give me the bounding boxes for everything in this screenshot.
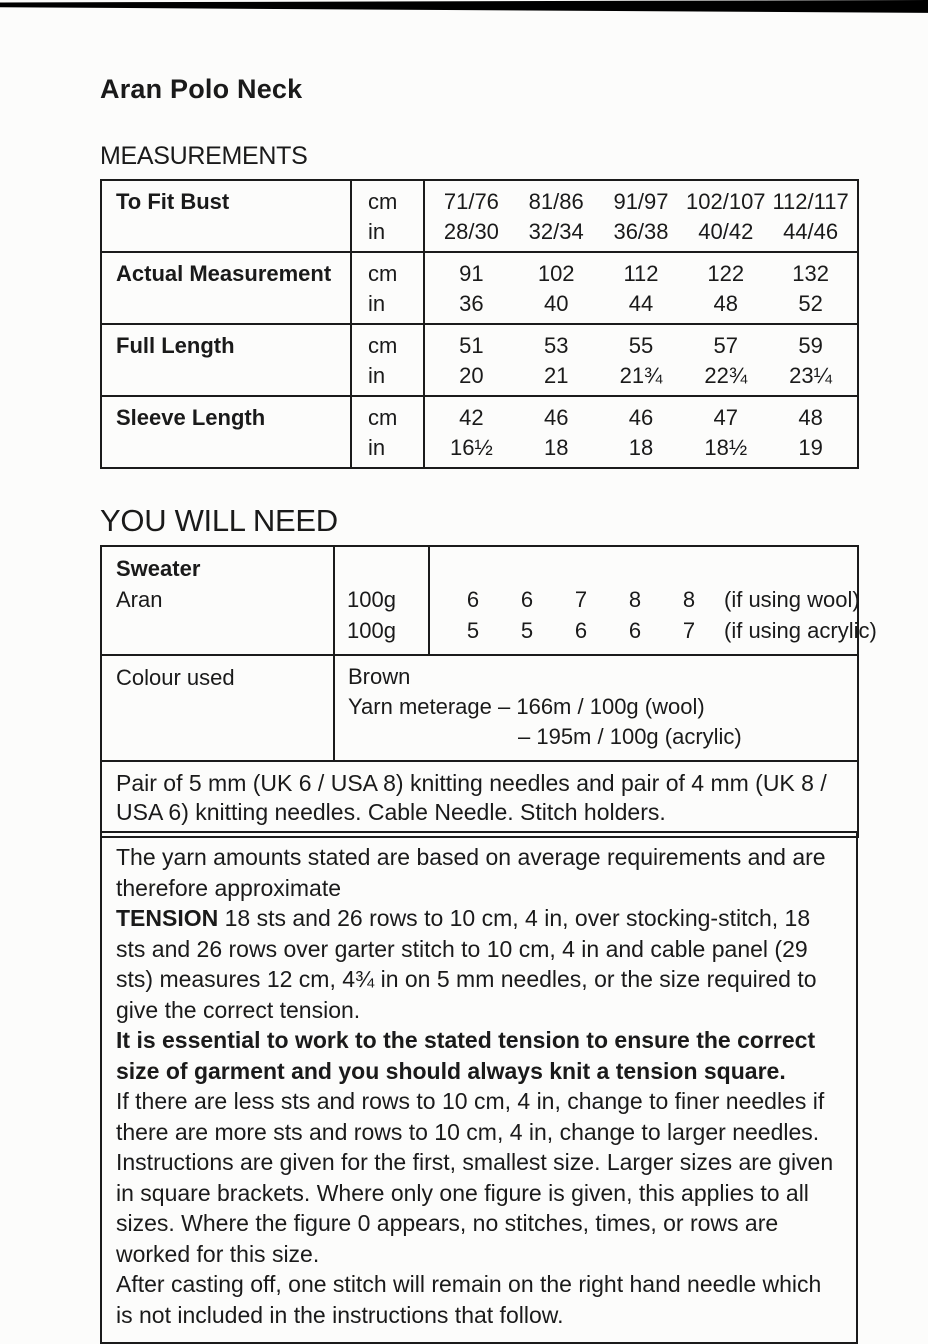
table-row-needles: Pair of 5 mm (UK 6 / USA 8) knitting needles and pair of 4 mm (UK 8 / USA 6) knitting needles. Cable Needle. Stitch holders. [102, 760, 857, 836]
note-yarn-amounts: The yarn amounts stated are based on average requirements and are therefore approximate [116, 844, 826, 901]
measurement-value: 112/117 [772, 189, 849, 214]
quantity-value: 6 [466, 587, 480, 612]
unit-cm: cm [368, 333, 398, 358]
quantity-note: (if using wool) [724, 587, 860, 612]
row-label: Sleeve Length [116, 405, 266, 430]
table-row-yarn [102, 547, 877, 654]
note-casting-off: After casting off, one stitch will remain on the right hand needle which is not included in the instructions that follow. [116, 1271, 822, 1328]
measurement-value: 59 [798, 333, 823, 358]
measurement-value: 46 [628, 405, 654, 430]
values-column [425, 181, 857, 251]
note-essential-tension: It is essential to work to the stated tension to ensure the correct size of garment and you should always knit a tension square. [116, 1027, 816, 1084]
measurement-value: 71/76 [443, 189, 499, 214]
quantity-note: (if using acrylic) [724, 618, 877, 643]
cm-values [429, 403, 853, 433]
meterage-acrylic: – 195m / 100g (acrylic) [518, 724, 742, 749]
colour-value-cell [333, 656, 857, 760]
measurement-value: 53 [543, 333, 569, 358]
you-will-need-table [100, 545, 877, 838]
row-label: To Fit Bust [116, 189, 230, 214]
measurement-value: 40 [543, 291, 569, 316]
measurement-value: 21¾ [619, 363, 663, 388]
quantity-value: 8 [682, 587, 696, 612]
measurement-value: 81/86 [528, 189, 584, 214]
quantity-value: 5 [466, 618, 480, 643]
measurement-value: 48 [798, 405, 823, 430]
table-row-full-length [102, 323, 857, 395]
in-values [429, 289, 853, 319]
cm-values [429, 331, 853, 361]
quantities-cell [428, 547, 877, 654]
in-values [429, 361, 853, 391]
quantity-value: 6 [574, 618, 588, 643]
measurement-value: 122 [707, 261, 745, 286]
measurement-value: 36 [459, 291, 484, 316]
tension-label: TENSION [116, 905, 219, 931]
unit-cm: cm [368, 405, 398, 430]
table-row-to-fit-bust [102, 181, 857, 251]
table-row-actual-measurement [102, 251, 857, 323]
ball-size-cell [333, 547, 428, 654]
measurement-value: 21 [543, 363, 569, 388]
measurement-value: 46 [543, 405, 569, 430]
measurement-value: 52 [798, 291, 823, 316]
quantity-value: 8 [628, 587, 642, 612]
unit-cm: cm [368, 261, 398, 286]
measurement-value: 16½ [449, 435, 493, 460]
measurement-value: 112 [623, 261, 659, 286]
in-values [429, 433, 853, 463]
quantity-value: 7 [682, 618, 696, 643]
table-row-sleeve-length [102, 395, 857, 467]
colour-label-cell: Colour used [116, 665, 235, 690]
cm-values [429, 187, 853, 217]
colour-value: Brown [348, 664, 411, 689]
measurement-value: 102/107 [686, 189, 766, 214]
measurement-value: 44 [628, 291, 654, 316]
values-column [425, 397, 857, 467]
measurement-value: 18½ [704, 435, 748, 460]
measurement-value: 42 [459, 405, 484, 430]
quantity-value: 6 [520, 587, 534, 612]
meterage-wool: Yarn meterage – 166m / 100g (wool) [348, 694, 705, 719]
measurements-table [100, 179, 859, 469]
you-will-need-heading: YOU WILL NEED [100, 503, 338, 538]
measurement-value: 91 [459, 261, 484, 286]
measurement-value: 132 [792, 261, 829, 286]
unit-column [350, 397, 425, 467]
yarn-item-cell [102, 547, 333, 654]
measurements-heading: MEASUREMENTS [100, 142, 308, 170]
scan-artifact-bar [0, 0, 928, 14]
measurement-value: 23¼ [789, 363, 832, 388]
unit-column [350, 253, 425, 323]
measurement-value: 55 [628, 333, 654, 358]
cm-values [429, 259, 853, 289]
measurement-value: 51 [459, 333, 484, 358]
measurement-value: 47 [713, 405, 739, 430]
measurement-value: 91/97 [613, 189, 669, 214]
measurement-value: 48 [713, 291, 739, 316]
ball-size: 100g [347, 587, 396, 612]
table-row-colour [102, 654, 857, 760]
measurement-value: 19 [798, 435, 823, 460]
unit-in: in [368, 291, 386, 316]
values-column [425, 253, 857, 323]
measurement-value: 20 [459, 363, 484, 388]
measurement-value: 32/34 [528, 219, 584, 244]
measurement-value: 102 [537, 261, 575, 286]
unit-column [350, 181, 425, 251]
measurement-value: 57 [713, 333, 739, 358]
pattern-notes-box [100, 831, 858, 1344]
note-tension [116, 903, 840, 1025]
values-column [425, 325, 857, 395]
measurement-value: 22¾ [704, 363, 748, 388]
quantity-value: 5 [520, 618, 534, 643]
unit-in: in [368, 219, 386, 244]
acrylic-quantities [446, 615, 877, 646]
measurement-value: 18 [543, 435, 569, 460]
unit-column [350, 325, 425, 395]
item-name: Sweater [116, 556, 201, 581]
row-label: Actual Measurement [116, 261, 332, 286]
yarn-type: Aran [116, 587, 163, 612]
quantity-value: 6 [628, 618, 642, 643]
note-sizes: Instructions are given for the first, smallest size. Larger sizes are given in square brackets. Where only one figure is given, this applies to all sizes. Where the figure 0 appears, no stitches, times, or rows are worked for this size. [116, 1149, 834, 1267]
unit-in: in [368, 435, 386, 460]
page-title: Aran Polo Neck [100, 74, 303, 104]
measurement-value: 36/38 [613, 219, 669, 244]
row-label: Full Length [116, 333, 235, 358]
ball-size: 100g [347, 618, 396, 643]
tension-text: 18 sts and 26 rows to 10 cm, 4 in, over stocking-stitch, 18 sts and 26 rows over garter stitch to 10 cm, 4 in and cable panel (29 sts) measures 12 cm, 4¾ in on 5 mm needles, or the size required to give the correct tension. [116, 905, 817, 1023]
unit-in: in [368, 363, 386, 388]
unit-cm: cm [368, 189, 398, 214]
note-needle-change: If there are less sts and rows to 10 cm, 4 in, change to finer needles if there are more sts and rows to 10 cm, 4 in, change to larger needles. [116, 1088, 825, 1145]
in-values [429, 217, 853, 247]
quantity-value: 7 [574, 587, 588, 612]
wool-quantities [446, 584, 877, 615]
measurement-value: 28/30 [443, 219, 499, 244]
measurement-value: 44/46 [783, 219, 839, 244]
measurement-value: 18 [628, 435, 654, 460]
measurement-value: 40/42 [698, 219, 754, 244]
